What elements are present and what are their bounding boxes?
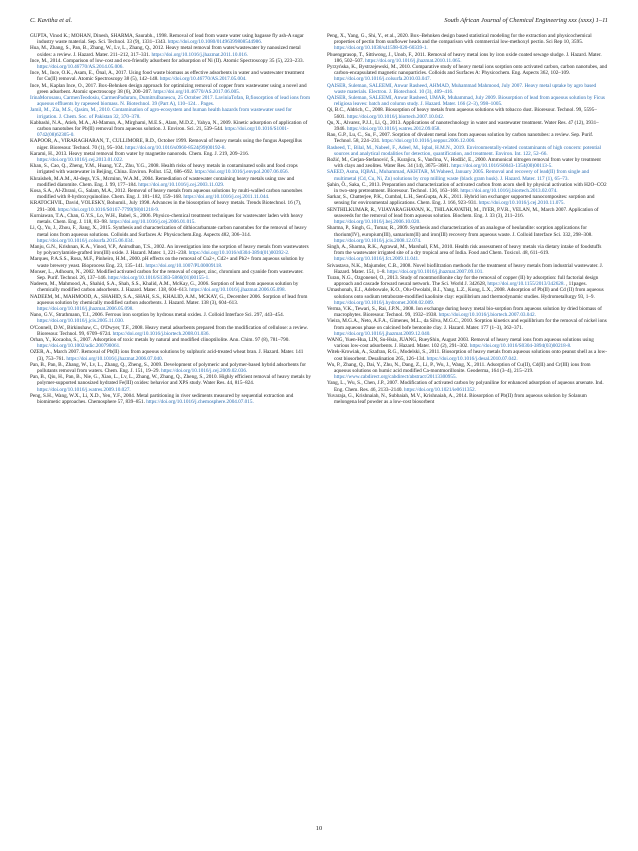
doi-link[interactable]: https://doi.org/10.1016/j.jhazmat.2006.05.098.	[189, 287, 286, 294]
reference-text: Kosa, S.A., Al-Zhrani, G., Salam, M.A., 2012. Removal of heavy metals from aqueous solutions by multi-walled carbon nanotubes modified with 8-hydroxyquinoline. Chem. Eng. J. 181–182, 159–168.	[30, 188, 303, 201]
reference-text: Phuengprasop, T., Sittiwong, J., Unob, F., 2011. Removal of heavy metal ions by iron oxide coated sewage sludge. J. Hazard. Mater. 186, 502–507.	[327, 51, 602, 64]
reference-tail: , 11pages.	[564, 281, 587, 288]
doi-link[interactable]: https://doi.org/10.46770/AS.2017.05.004.	[159, 76, 247, 83]
reference-entry	[30, 225, 311, 244]
doi-link[interactable]: https://doi.org/10.1016/j.jhazmat.2009.12.040.	[334, 330, 431, 337]
reference-text: Orhan, Y., Kocaoba, S., 2007. Adsorption of toxic metals by natural and modified clinoptilolite. Ann. Chim. 97 (8), 781–790.	[30, 336, 290, 343]
reference-entry	[30, 33, 311, 45]
reference-entry	[327, 318, 608, 337]
reference-entry	[30, 312, 311, 324]
doi-link[interactable]: https://doi.org/10.1016/j.bej.2006.10.020.	[334, 219, 421, 226]
doi-link[interactable]: https://doi.org/10.1016/j.envpol.2007.06.056.	[194, 169, 289, 176]
reference-text: Ince, M., Kaplan Ince, O., 2017. Box-Behnken design approach for optimizing removal of copper from wastewater using a novel and green adsorbent. Atomic spectroscopy 38 (6), 200–207.	[30, 82, 307, 95]
doi-link[interactable]: https://doi.org/10.1016/j.desal.2010.07.042.	[426, 355, 518, 362]
reference-entry	[327, 287, 608, 306]
doi-link[interactable]: https://doi.org/10.1016/j.biortech.2007.03.042.	[438, 312, 536, 319]
reference-entry	[30, 281, 311, 293]
doi-link[interactable]: https://doi.org/10.1016/j.cej.2011.11.044.	[183, 194, 270, 201]
reference-entry	[327, 169, 608, 181]
reference-text: Hua, M., Zhang, S., Pan, B., Zhang, W., Lv, L., Zhang, Q., 2012. Heavy metal removal from water/wastewater by nanosized metal oxides: a review. J. Hazard. Mater. 211–212, 317–331.	[30, 45, 301, 58]
reference-text: Rožić, M., Cerjan-Stefanović, Š., Kurajica, S., Vančina, V., Hodžić, E., 2000. Ammonical nitrogen removal from water by treatment with clays and zeolites. Water Res. 34 (14), 3675–3681.	[327, 157, 601, 170]
reference-entry	[30, 349, 311, 361]
doi-link[interactable]: https://doi.org/10.46770/AS.2014.05.006.	[37, 64, 124, 71]
doi-link[interactable]: https://doi.org/10.1016/S0043-1354(00)00113-5.	[451, 163, 553, 170]
reference-text: SENTHILKUMAR, R., VIJAYARAGHAVAN, K., THILAKAVATHI, M., IYER, P.V.R., VELAN, M., March 2007. Application of seaweeds for the removal of lead from aqueous solution. Biochem. Eng. J. 33 (3), 211–216.	[327, 206, 599, 219]
doi-link[interactable]: https://doi.org/10.1016/j.jhazmat.2011.10.016.	[151, 51, 248, 58]
reference-entry	[327, 120, 608, 132]
reference-text: Pyrzyńska, K., Bystrzejewski, M., 2010. Comparative study of heavy metal ions sorption onto activated carbon, carbon nanotubes, and carbon-encapsulated magnetic nanoparticles. Colloids and Surfaces A: Physicochem. Eng. Aspects 362, 102–109.	[327, 64, 608, 77]
doi-link[interactable]: https://doi.org/10.1016/j.colsurfa.2010.03.047.	[334, 76, 431, 83]
reference-text: IrinaMorosanu, CarmenTeodosiu, CarmenPaduraru, DumitruIbanescu, 25 October 2017. LaviniaTofan, B,fiosorption of lead ions from aqueous effluents by rapeseed biomass. N. Biotechnol. 39 (Part A), 110–124. . Pages.	[30, 95, 311, 108]
reference-entry	[30, 58, 311, 70]
reference-text: Rao, G.P., Lu, C., Su, F., 2007. Sorption of divalent metal ions from aqueous solution by carbon nanotubes: a review. Sep. Purif. Technol. 58, 224–231.	[327, 132, 594, 145]
reference-text: Jamil, M., Zia, M.S., Qasim, M., 2010. Contamination of agro-ecosystem and human health hazards from wastewater used for irrigation. J. Chem. Soc. of Pakistan 32, 370–378.	[30, 107, 292, 120]
reference-entry	[30, 374, 311, 393]
reference-text: SAEED, Asma, IQBAL, Muhammad, AKHTAR, M.Waheed, January 2005. Removal and recovery of lead(II) from single and multimetal (Cd, Cu, Ni, Zn) solutions by crop milling waste (black gram husk). J. Hazard. Mater. 117 (1), 65–73.	[327, 169, 590, 182]
reference-entry	[327, 132, 608, 144]
reference-text: Şahin, Ö., Saka, C., 2013. Preparation and characterization of activated carbon from acorn shell by physical activation with H2O–CO2 in two-step pretreatment. Bioresour. Technol. 136, 163–168.	[327, 181, 607, 195]
doi-link[interactable]: https://doi.org/10.1016/j.jhazmat.2006.07.040.	[66, 355, 163, 362]
reference-entry	[327, 362, 608, 381]
doi-link[interactable]: https://doi.org/10.1016/j.jhazmat.2006.05.098.	[37, 305, 134, 312]
reference-entry	[30, 294, 311, 313]
doi-link[interactable]: https://doi.org/10.1016/j.chemosphere.2004.07.015.	[146, 398, 254, 405]
reference-text: Singh, A., Sharma, R.K., Agrawal, M., Marshall, F.M., 2010. Health risk assessment of heavy metals via dietary intake of foodstuffs from the wastewater irrigated site of a dry tropical area of India. Food and Chem. Toxicol. 48, 611–619.	[327, 243, 602, 257]
reference-text: Witek-Krowiak, A., Szafran, R.G., Modelski, S., 2011. Biosorption of heavy metals from aqueous solutions onto peanut shell as a low-cost biosorbent. Desalination 265, 126–134.	[327, 349, 607, 362]
reference-text: Pan, B., Qiu, H., Pan, B., Nie, G., Xiao, L., Lv, L., Zhang, W., Zhang, Q., Zheng, S., 2010. Highly efficient removal of heavy metals by polymer-supported nanosized hydrated Fe(III) oxides: behavior and XPS study. Water Res. 44, 815–824.	[30, 374, 311, 387]
reference-text: Srivastava, N.K., Majumder, C.B., 2008. Novel biofiltration methods for the treatment of heavy metals from industrial wastewater. J. Hazard. Mater. 151, 1–8.	[327, 262, 604, 275]
doi-link[interactable]: https://doi.org/10.1016/j.cej.2003.11.029.	[138, 181, 225, 188]
reference-text: Marques, P.A.S.S., Rosa, M.F., Pinheiro, H.M., 2000. pH effects on the removal of Cu2+, Cd2+ and Pb2+ from aqueous solution by waste brewery yeast. Bioprocess Eng. 23, 135–141.	[30, 256, 304, 269]
doi-link[interactable]: https://doi.org/10.1016/j.cej.2013.01.022.	[37, 157, 124, 164]
reference-entry	[327, 380, 608, 392]
doi-link[interactable]: https://doi.org/10.1016/S0304-3894(03)00218-8.	[469, 343, 572, 350]
doi-link[interactable]: https://doi.org/10.1016/j.seppur.2006.12.006.	[381, 138, 476, 145]
reference-text: Sharma, P., Singh, G., Tomar, R., 2009. Synthesis and characterization of an analogue of heulandite: sorption applications for thorium(IV), europium(III), samarium(II) and iron(III) recovery from aqueous waste. J. Colloid Interface Sci. 332, 298–308.	[327, 225, 593, 238]
reference-entry	[30, 244, 311, 256]
reference-text: WANG, Yuen-Hua, LIN, Su-Hsia, JUANG, RueyShin, August 2003. Removal of heavy metal ions from aqueous solutions using various low-cost adsorbents. J. Hazard. Mater. 102 (2), 291–302.	[327, 336, 594, 350]
reference-text: Yang, L., Wu, S., Chen, J.P., 2007. Modification of activated carbon by polyaniline for enhanced adsorption of aqueous arsenate. Ind. Eng. Chem. Res. 46, 2133–2140.	[327, 380, 604, 393]
reference-entry	[30, 176, 311, 188]
doi-link[interactable]: https://doi.org/10.1016/j.watres.2012.09.058.	[346, 126, 441, 133]
doi-link[interactable]: https://doi.org/10.1016/j.jhazmat.2010.11.065.	[365, 57, 462, 64]
reference-column-left	[30, 33, 311, 819]
doi-link[interactable]: https://doi.org/10.1016/j.fct.2009.11.041.	[334, 256, 420, 263]
reference-entry	[327, 64, 608, 83]
reference-text: Qu, X., Alvarez, P.J.J., Li, Q., 2013. Applications of nanotechnology in water and wastewater treatment. Water Res. 47 (12), 3931–3946.	[327, 119, 599, 133]
reference-entry	[327, 349, 608, 361]
reference-text: QAISER, Suleman, SALEEMI, Anwar Rasheed, AHMAD, Muhammad Mahmood, July 2007. Heavy metal uptake by agro based waste materials. Electron. J. Biotechnol. 10 (3), 409–416.	[327, 82, 597, 95]
reference-entry	[30, 325, 311, 337]
doi-link[interactable]: https://doi.org/10.1016/S1001-0742(08)62305-0.	[37, 126, 289, 139]
reference-entry	[327, 33, 608, 52]
reference-entry	[30, 70, 311, 82]
reference-text: Kabbashi, N.A., Atieh, M.A., Al-Mamun, A., Mirghami, M.E.S., Alam, M.D.Z., Yahya, N., 2009. Kinetic adsorption of application of carbon nanotubes for Pb(II) removal from aqueous solution. J. Environ. Sci. 21, 539–544.	[30, 119, 308, 133]
reference-text: Peng, X., Yang, G., Shi, Y., et al., 2020. Box–Behnken design based statistical modeling for the extraction and physicochemical properties of pectin from sunflower heads and the comparison with commercial low-methoxyl pectin. Sci Rep 10, 3595.	[327, 33, 592, 46]
doi-link[interactable]: https://doi.org/10.1016/j.biortech.2007.10.042.	[346, 113, 445, 120]
doi-link[interactable]: https://doi.org/10.1021/ie0611352.	[404, 386, 476, 393]
reference-entry	[327, 157, 608, 169]
reference-entry	[30, 213, 311, 225]
reference-text: Ince, M., Ince, O.K., Asam, E., Önal, A., 2017. Using food waste biomass as effective adsorbents in water and wastewater treatment for Cu(II) removal. Atomic Spectroscopy 38 (5), 142–148.	[30, 70, 305, 83]
doi-link[interactable]: https://doi.org/10.1016/j.cej.2009.02.036.	[161, 367, 248, 374]
reference-entry	[30, 200, 311, 212]
reference-list	[30, 33, 608, 819]
doi-link[interactable]: https://doi.org/10.1016/j.colsurfa.2015.06.034.	[37, 237, 134, 244]
header-journal: South African Journal of Chemical Engineering xxx (xxxx) 1–11	[444, 17, 608, 24]
reference-entry	[327, 107, 608, 119]
reference-entry	[327, 95, 608, 107]
reference-entry	[30, 188, 311, 200]
doi-link[interactable]: https://doi.org/10.1016/s0960-8524(99)00192-8.	[125, 144, 226, 151]
doi-link[interactable]: https://doi.org/10.1038/s41598-020-60339-1.	[334, 45, 428, 52]
reference-entry	[30, 269, 311, 281]
doi-link[interactable]: https://doi.org/10.1016/j.biortech.2013.02.074.	[460, 188, 558, 195]
reference-text: Vieira, M.G.A., Neto, A.F.A., Gimenes, M.L., da Silva, M.G.C., 2010. Sorption kinetics and equilibrium for the removal of nickel ions from aqueous phase on calcined bofe bentonite clay. J. Hazard. Mater. 177 (1–3), 362–371.	[327, 318, 607, 331]
reference-entry	[327, 52, 608, 64]
reference-text: Ince, M., 2014. Comparison of low-cost and eco-friendly adsorbent for adsorption of Ni (II). Atomic Spectroscopy 35 (5), 223–233.	[30, 57, 304, 64]
reference-entry	[30, 393, 311, 405]
reference-entry	[30, 120, 311, 139]
doi-link[interactable]: https://www.cabdirect.org/cabdirect/abstract/20113300955.	[334, 374, 457, 381]
reference-entry	[30, 138, 311, 150]
doi-link[interactable]: https://doi.org/10.1016/S0167-7799(98)01218-9.	[57, 206, 160, 213]
reference-entry	[327, 225, 608, 244]
reference-text: O'Connell, D.W., Birkinshaw, C., O'Dwyer, T.F., 2008. Heavy metal adsorbents prepared from the modification of cellulose: a review. Bioresour. Technol. 99, 6709–6724.	[30, 324, 308, 337]
doi-link[interactable]: https://doi.org/10.1016/j.jcis.2008.12.074.	[334, 237, 422, 244]
doi-link[interactable]: https://doi.org/10.1016/j.jcis.2005.11.030.	[37, 318, 125, 325]
reference-text: Nadeem, M., Mahmood, A., Shahid, S.A., Shah, S.S., Khalid, A.M., McKay, G., 2006. Sorption of lead from aqueous solution by chemically modified carbon adsorbents. J. Hazard. Mater. 138, 604–613.	[30, 281, 299, 294]
reference-text: Yuvaraja, G., Krishnaiah, N., Subbaiah, M.V., Krishnaiah, A., 2014. Biosorption of Pb(II) from aqueous solution by Solanum melongena leaf powder as a low-cost biosorbent	[327, 392, 587, 405]
reference-entry	[327, 83, 608, 95]
reference-entry	[327, 337, 608, 349]
reference-text: NADEEM, M., MAHMOOD, A., SHAHID, S.A., SHAH, S.S., KHALID, A.M., MCKAY, G., December 2006. Sorption of lead from aqueous solution by chemically modified carbon adsorbents. J. Hazard. Mater. 138 (3), 604–613.	[30, 293, 308, 306]
reference-entry	[327, 263, 608, 275]
reference-entry	[30, 45, 311, 57]
doi-link[interactable]: https://doi.org/10.1016/j.jhazmat.2007.09.101.	[387, 268, 484, 275]
doi-link[interactable]: https://doi.org/10.1016/s0304-3894(01)00392-2.	[188, 250, 290, 257]
reference-column-right	[327, 33, 608, 819]
reference-text: Manju, G.N., Krishnan, K.A., Vinod, V.P., Anirudhan, T.S., 2002. An investigation into the sorption of heavy metals from wastewaters by polyacrylamide-grafted iron(III) oxide. J. Hazard. Mater. 1, 221–238.	[30, 243, 309, 257]
reference-text: Karami, H., 2013. Heavy metal removal from water by magnetite nanorods. Chem. Eng. J. 219, 209–216.	[30, 150, 250, 157]
reference-text: QAISER, Suleman, SALEEMI, Anwar Rasheed, UMAR, Muhammad, July 2009. Biosorption of lead from aqueous solution by Ficus religiosa leaves: batch and column study. J. Hazard. Mater. 166 (2–3), 998–1005.	[327, 95, 605, 108]
reference-entry	[30, 151, 311, 163]
reference-entry	[327, 145, 608, 157]
reference-text: Khraisheh, M.A.M., Al-degs, Y.S., Mcminn, W.A.M., 2004. Remediation of wastewater containing heavy metals using raw and modified diatomite. Chem. Eng. J. 99, 177–184.	[30, 175, 295, 188]
header-authors: C. Kavitha et al.	[30, 17, 73, 24]
reference-text: Wu, P., Zhang, Q., Dai, Y., Zhu, N., Dang, Z., Li, P., Wu, J., Wang, X., 2011. Adsorption of Cu(II), Cd(II) and Cr(III) ions from aqueous solutions on humic acid modified Ca-montmorillonite. Geoderma, 164 (3–4), 215–219.	[327, 361, 591, 374]
reference-text: Monser, L., Adhoum, N., 2002. Modified activated carbon for the removal of copper, zinc, chromium and cyanide from wastewater. Sep. Purif. Technol. 26, 137–146.	[30, 268, 304, 281]
doi-link[interactable]: https://doi.org/10.1016/S1383-5866(01)00155-1.	[108, 274, 210, 281]
reference-entry	[327, 306, 608, 318]
reference-text: Sarkar, S., Chatterjee, P.K., Cumbal, L.H., SenGupta, A.K., 2011. Hybrid ion exchanger supported nanocomposites: sorption and sensing for environmental applications. Chem. Eng. J. 166, 923–931.	[327, 194, 595, 207]
reference-entry	[30, 107, 311, 119]
reference-text: KAPOOR, A., VIRARAGHARAN, T., CULLIMORE, R.D., October 1999. Removal of heavy metals using the fungus Aspergillus niger. Bioresour. Technol. 70 (1), 95–104.	[30, 138, 302, 151]
reference-entry	[30, 83, 311, 95]
reference-text: Pan, B., Pan, B., Zhang, W., Lv, L., Zhang, Q., Zheng, S., 2009. Development of polymeric and polymer-based hybrid adsorbents for pollutants removal from waters. Chem. Eng. J. 151, 19–29.	[30, 361, 307, 374]
reference-entry	[30, 362, 311, 374]
reference-entry	[30, 256, 311, 268]
reference-entry	[30, 95, 311, 107]
reference-text: Nano, G.V., Strathmann, T.J., 2006. Ferrous iron sorption by hydrous metal oxides. J. Colloid Interface Sci. 297, 443–454.	[30, 312, 285, 319]
reference-text: KRATOCHVIL, David, VOLESKY, Bohumil., July 1998. Advances in the biosorption of heavy metals. Trends Biotechnol. 16 (7), 291–300.	[30, 200, 302, 213]
doi-link[interactable]: https://doi.org/10.1002/adic.200790061.	[37, 343, 121, 350]
reference-entry	[327, 194, 608, 206]
doi-link[interactable]: https://doi.org/10.1016/j.watres.2009.10.027.	[37, 386, 131, 393]
doi-link[interactable]: https://doi.org/10.1080/01496399808544986.	[167, 39, 263, 46]
reference-text: Khan, S., Cao, Q., Zheng, Y.M., Huang, Y.Z., Zhu, Y.G., 2008. Health risks of heavy metals in contaminated soils and food crops irrigated with wastewater in Beijing, China. Environ. Pollut. 152, 686–692.	[30, 163, 298, 176]
doi-link[interactable]: https://doi.org/10.1007/PL00009118.	[145, 262, 223, 269]
reference-entry	[30, 337, 311, 349]
doi-link[interactable]: https://doi.org/10.1016/j.cej.2006.01.015.	[109, 219, 196, 226]
reference-text: Kurniawan, T.A., Chan, G.Y.S., Lo, W.H., Babel, S., 2006. Physico-chemical treatment techniques for wastewater laden with heavy metals. Chem. Eng. J. 118, 83–98.	[30, 212, 304, 226]
reference-entry	[327, 244, 608, 263]
reference-text: Peng, S.H., Wang, W.X., Li, X.D., Yen, Y.F., 2004. Metal partitioning in river sediments measured by sequential extraction and biomimetic approaches. Chemosphere 57, 839–851.	[30, 392, 294, 405]
reference-text: Qi, B.C., Aldrich, C., 2008. Biosorption of heavy metals from aqueous solutions with tobacco dust. Bioresour. Technol. 99, 5595–5601.	[327, 107, 597, 120]
reference-text: Umashonah, E.I., Adebowale, K.O., Olu-Owolabi, B.I., Yang, L.Z., Kong, L.X., 2008. Adsorption of Pb(II) and Cd (II) from aqueous solutions onto sodium tetraborate-modified kaolinite clay: equilibrium and thermodynamic studies. Hydrometallurgy 93, 1–9.	[327, 287, 604, 300]
reference-text: Rasheed, T., Bilal, M., Nabeel, F., Adeel, M., Iqbal, H.M.N., 2019. Environmentally-related contaminants of high concern: potential sources and analytical modalities for detection, quantification, and treatment. Environ. Int. 122, 52–66.	[327, 144, 601, 157]
reference-text: Turan, N.G., Ozgonenel, O., 2013. Study of montmorillonite clay for the removal of copper (II) by adsorption: full factorial design approach and cascade forward neural network. The Sci. World J. 342628,	[327, 274, 599, 288]
doi-link[interactable]: https://doi.org/10.46770/AS.2017.06.005.	[153, 88, 241, 95]
page-number: 10	[315, 825, 323, 832]
doi-link[interactable]: https://doi.org/10.1155/2013/342628.	[487, 281, 565, 288]
reference-entry	[30, 163, 311, 175]
reference-text: Li, Q., Yu, J., Zhou, F., Jiang, X., 2015. Synthesis and characterization of dithiocarbamate carbon nanotubes for the removal of heavy metal ions from aqueous solutions. Colloids and Surfaces A: Physicochem.Eng. Aspects 482, 306–314.	[30, 225, 307, 238]
doi-link[interactable]: https://doi.org/10.1016/j.biortech.2008.01.036.	[112, 330, 210, 337]
reference-text: OZER, A., March 2007. Removal of Pb(II) ions from aqueous solutions by sulphuric acid-treated wheat bran. J. Hazard. Mater. 141 (3), 753–761.	[30, 349, 304, 362]
doi-link[interactable]: https://doi.org/10.1016/j.cej.2010.11.075.	[478, 200, 565, 207]
reference-entry	[327, 207, 608, 226]
reference-entry	[327, 275, 608, 287]
reference-entry	[327, 393, 608, 405]
reference-text: Verma, V.K., Tewari, S., Rai, J.P.N., 2008. Ion exchange during heavy metal bio-sorption from aqueous solution by dried biomass of macrophytes. Bioresour. Technol. 99, 1932–1938.	[327, 305, 602, 319]
reference-entry	[327, 182, 608, 194]
reference-text: GUPTA, Vinod K.; MOHAN, Dinesh, SHARMA, Saurabh., 1998. Removal of lead from waste water using bagasse fly ash-A sugar industry waste material. Sep. Sci. Technol. 33 (9), 1331–1343.	[30, 33, 304, 46]
doi-link[interactable]: https://doi.org/10.1016/j.hydromet.2008.02.009.	[334, 299, 435, 306]
